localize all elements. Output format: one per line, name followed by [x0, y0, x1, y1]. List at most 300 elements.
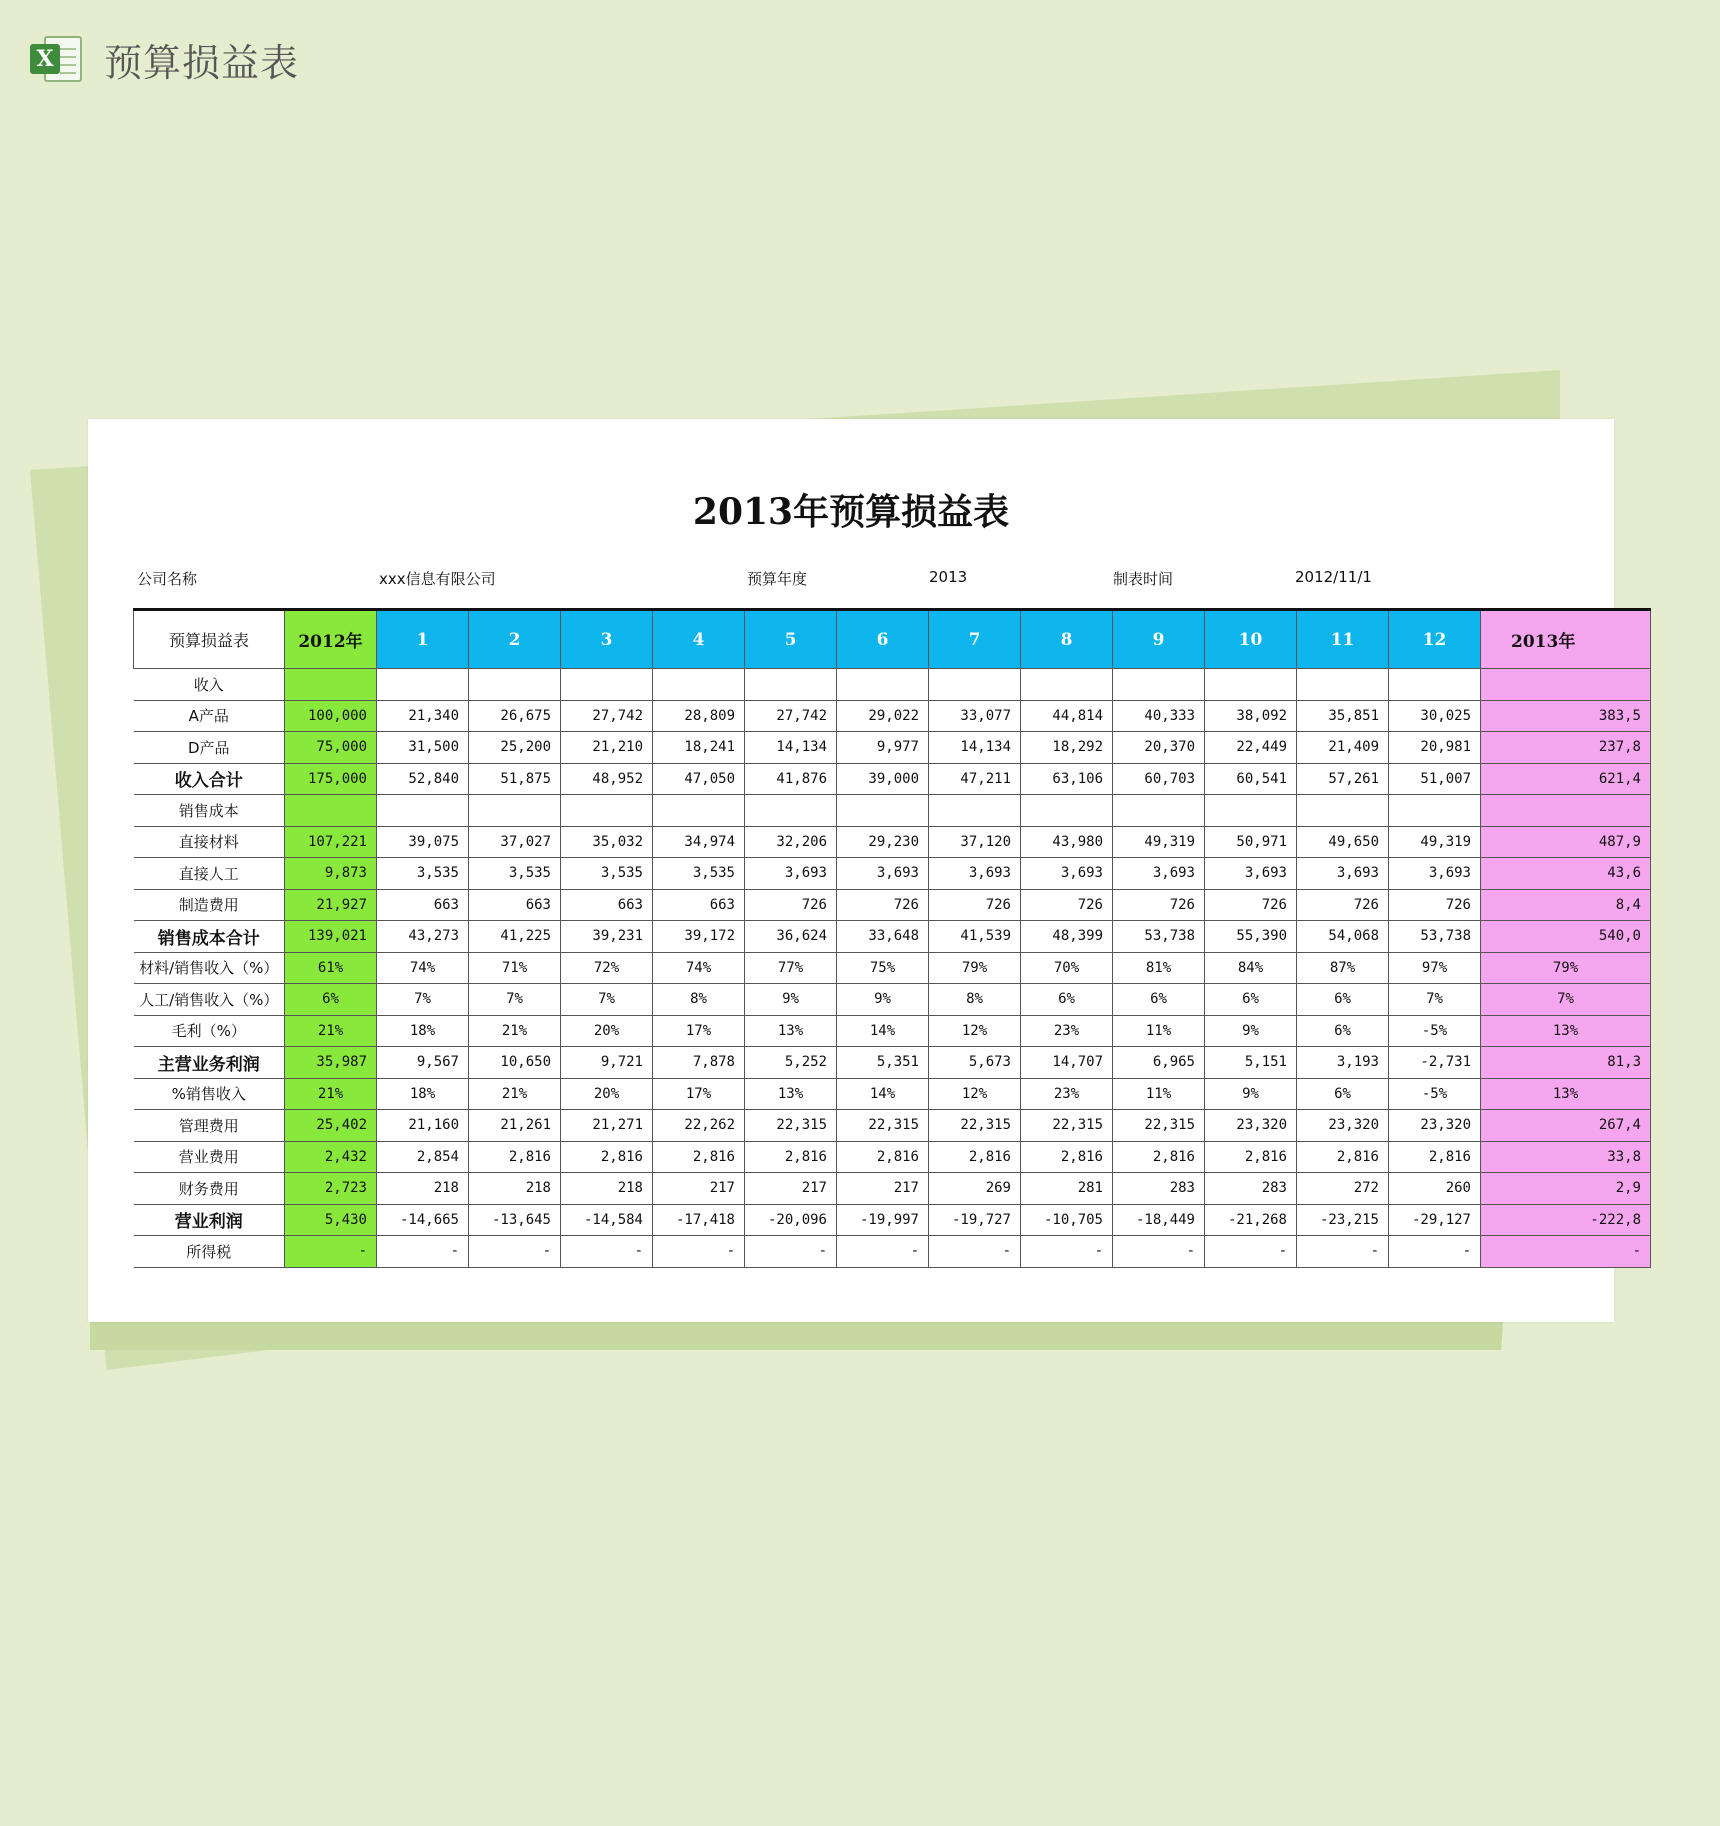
table-cell[interactable]: 33,8	[1481, 1141, 1651, 1173]
row-label: A产品	[134, 700, 285, 732]
table-cell[interactable]: 13%	[1481, 1078, 1651, 1110]
table-cell[interactable]: 217	[837, 1173, 929, 1205]
table-cell[interactable]: 3,193	[1297, 1047, 1389, 1079]
table-cell[interactable]: 6%	[1021, 984, 1113, 1016]
table-cell[interactable]: 2,816	[1389, 1141, 1481, 1173]
table-cell[interactable]: 21,261	[469, 1110, 561, 1142]
table-cell[interactable]: 25,200	[469, 732, 561, 764]
table-cell[interactable]: 22,315	[745, 1110, 837, 1142]
table-cell[interactable]: 726	[1297, 889, 1389, 921]
table-cell[interactable]: 14,707	[1021, 1047, 1113, 1079]
table-cell[interactable]: 663	[653, 889, 745, 921]
table-cell[interactable]: 35,032	[561, 826, 653, 858]
table-cell[interactable]: 8%	[653, 984, 745, 1016]
table-cell[interactable]: 38,092	[1205, 700, 1297, 732]
table-cell[interactable]: 21%	[469, 1078, 561, 1110]
table-cell[interactable]: 39,172	[653, 921, 745, 953]
table-cell[interactable]: 54,068	[1297, 921, 1389, 953]
table-cell[interactable]: 6%	[285, 984, 377, 1016]
table-cell[interactable]: 726	[1021, 889, 1113, 921]
table-cell[interactable]: 8,4	[1481, 889, 1651, 921]
table-cell[interactable]: 22,315	[1021, 1110, 1113, 1142]
table-cell[interactable]: 217	[653, 1173, 745, 1205]
table-cell[interactable]: 43,6	[1481, 858, 1651, 890]
table-cell[interactable]: 70%	[1021, 952, 1113, 984]
table-cell[interactable]: 283	[1205, 1173, 1297, 1205]
table-cell[interactable]	[1297, 795, 1389, 827]
table-cell[interactable]: 6%	[1113, 984, 1205, 1016]
table-cell[interactable]: 726	[1205, 889, 1297, 921]
table-cell[interactable]: 39,000	[837, 763, 929, 795]
table-cell[interactable]: 55,390	[1205, 921, 1297, 953]
table-cell[interactable]: 21,927	[285, 889, 377, 921]
table-cell[interactable]: 2,816	[1021, 1141, 1113, 1173]
table-cell[interactable]: 14,134	[745, 732, 837, 764]
table-cell[interactable]: 22,449	[1205, 732, 1297, 764]
table-cell[interactable]: 71%	[469, 952, 561, 984]
table-cell[interactable]: -19,727	[929, 1204, 1021, 1236]
table-cell[interactable]: 48,952	[561, 763, 653, 795]
table-cell[interactable]: -222,8	[1481, 1204, 1651, 1236]
table-cell[interactable]: 3,693	[745, 858, 837, 890]
table-cell[interactable]: 5,252	[745, 1047, 837, 1079]
table-cell[interactable]: -	[561, 1236, 653, 1268]
table-cell[interactable]: 23,320	[1389, 1110, 1481, 1142]
table-row	[134, 952, 1651, 984]
column-header-month-5: 5	[745, 610, 837, 669]
column-header-2012: 2012年	[285, 610, 377, 669]
table-row	[134, 700, 1651, 732]
table-cell[interactable]: 34,974	[653, 826, 745, 858]
table-cell[interactable]: 3,693	[1389, 858, 1481, 890]
table-cell[interactable]: 3,693	[1297, 858, 1389, 890]
table-cell[interactable]: 9%	[1205, 1015, 1297, 1047]
table-cell[interactable]: 5,673	[929, 1047, 1021, 1079]
row-label: %销售收入	[134, 1078, 285, 1110]
table-cell[interactable]	[1481, 795, 1651, 827]
table-cell[interactable]: 3,693	[1021, 858, 1113, 890]
table-cell[interactable]: 726	[745, 889, 837, 921]
table-cell[interactable]: 60,703	[1113, 763, 1205, 795]
table-cell[interactable]: 269	[929, 1173, 1021, 1205]
table-cell[interactable]: 383,5	[1481, 700, 1651, 732]
table-cell[interactable]	[1481, 669, 1651, 701]
table-cell[interactable]: 7%	[1389, 984, 1481, 1016]
row-label: 材料/销售收入（%）	[134, 952, 285, 984]
table-cell[interactable]: 6%	[1297, 984, 1389, 1016]
table-cell[interactable]: -19,997	[837, 1204, 929, 1236]
table-cell[interactable]: 51,007	[1389, 763, 1481, 795]
table-cell[interactable]: 49,319	[1389, 826, 1481, 858]
table-cell[interactable]: 18%	[377, 1015, 469, 1047]
table-cell[interactable]: 2,9	[1481, 1173, 1651, 1205]
table-cell[interactable]: 32,206	[745, 826, 837, 858]
table-cell[interactable]: -10,705	[1021, 1204, 1113, 1236]
table-cell[interactable]: 2,723	[285, 1173, 377, 1205]
table-cell[interactable]	[1021, 795, 1113, 827]
table-cell[interactable]	[1205, 795, 1297, 827]
table-cell[interactable]: 10,650	[469, 1047, 561, 1079]
table-row	[134, 858, 1651, 890]
table-cell[interactable]: 33,648	[837, 921, 929, 953]
table-cell[interactable]: 75,000	[285, 732, 377, 764]
table-cell[interactable]	[1205, 669, 1297, 701]
table-cell[interactable]: 3,693	[837, 858, 929, 890]
table-cell[interactable]: 12%	[929, 1078, 1021, 1110]
table-cell[interactable]: 2,816	[745, 1141, 837, 1173]
table-cell[interactable]: -14,584	[561, 1204, 653, 1236]
table-cell[interactable]: 7%	[561, 984, 653, 1016]
table-cell[interactable]: 21%	[285, 1015, 377, 1047]
table-cell[interactable]: 3,535	[377, 858, 469, 890]
table-cell[interactable]: 267,4	[1481, 1110, 1651, 1142]
table-cell[interactable]	[561, 669, 653, 701]
table-cell[interactable]: 22,262	[653, 1110, 745, 1142]
table-cell[interactable]: 74%	[653, 952, 745, 984]
table-cell[interactable]: 47,050	[653, 763, 745, 795]
column-header-month-8: 8	[1021, 610, 1113, 669]
table-cell[interactable]: 74%	[377, 952, 469, 984]
table-cell[interactable]: 3,535	[469, 858, 561, 890]
table-cell[interactable]	[285, 795, 377, 827]
table-cell[interactable]: -21,268	[1205, 1204, 1297, 1236]
table-cell[interactable]: 39,075	[377, 826, 469, 858]
table-cell[interactable]: 29,022	[837, 700, 929, 732]
table-cell[interactable]: 9%	[1205, 1078, 1297, 1110]
table-cell[interactable]: 2,816	[469, 1141, 561, 1173]
table-cell[interactable]: 218	[561, 1173, 653, 1205]
table-cell[interactable]: -	[1389, 1236, 1481, 1268]
table-cell[interactable]: 79%	[929, 952, 1021, 984]
table-cell[interactable]: 14%	[837, 1078, 929, 1110]
table-cell[interactable]: 79%	[1481, 952, 1651, 984]
table-cell[interactable]: 12%	[929, 1015, 1021, 1047]
table-cell[interactable]: 29,230	[837, 826, 929, 858]
table-cell[interactable]: 20,981	[1389, 732, 1481, 764]
table-cell[interactable]: 9,873	[285, 858, 377, 890]
table-cell[interactable]: 487,9	[1481, 826, 1651, 858]
table-cell[interactable]	[1297, 669, 1389, 701]
table-cell[interactable]: 6,965	[1113, 1047, 1205, 1079]
table-cell[interactable]: 20%	[561, 1078, 653, 1110]
table-cell[interactable]: 49,650	[1297, 826, 1389, 858]
column-header-month-9: 9	[1113, 610, 1205, 669]
table-cell[interactable]: 7%	[1481, 984, 1651, 1016]
table-cell[interactable]: -	[837, 1236, 929, 1268]
table-cell[interactable]: 6%	[1297, 1015, 1389, 1047]
table-cell[interactable]: 2,816	[1297, 1141, 1389, 1173]
table-cell[interactable]: 35,987	[285, 1047, 377, 1079]
table-cell[interactable]: 540,0	[1481, 921, 1651, 953]
table-cell[interactable]	[837, 669, 929, 701]
table-cell[interactable]: 31,500	[377, 732, 469, 764]
table-cell[interactable]: 97%	[1389, 952, 1481, 984]
row-label: 收入	[134, 669, 285, 701]
table-cell[interactable]: 22,315	[929, 1110, 1021, 1142]
table-cell[interactable]: -	[1113, 1236, 1205, 1268]
table-cell[interactable]: 14,134	[929, 732, 1021, 764]
table-cell[interactable]: 37,120	[929, 826, 1021, 858]
table-cell[interactable]: -	[469, 1236, 561, 1268]
table-cell[interactable]: -	[1205, 1236, 1297, 1268]
table-cell[interactable]: 21%	[469, 1015, 561, 1047]
table-cell[interactable]: 41,225	[469, 921, 561, 953]
table-cell[interactable]: -	[1481, 1236, 1651, 1268]
table-cell[interactable]: -20,096	[745, 1204, 837, 1236]
table-cell[interactable]: -2,731	[1389, 1047, 1481, 1079]
table-cell[interactable]: 72%	[561, 952, 653, 984]
table-cell[interactable]: 13%	[745, 1078, 837, 1110]
table-cell[interactable]: 2,816	[929, 1141, 1021, 1173]
table-cell[interactable]	[653, 669, 745, 701]
table-cell[interactable]: 6%	[1297, 1078, 1389, 1110]
column-header-month-6: 6	[837, 610, 929, 669]
table-cell[interactable]	[561, 795, 653, 827]
excel-icon: X	[30, 32, 84, 86]
table-cell[interactable]: 50,971	[1205, 826, 1297, 858]
table-cell[interactable]: 14%	[837, 1015, 929, 1047]
created-date-label: 制表时间	[1113, 570, 1174, 588]
table-cell[interactable]: 61%	[285, 952, 377, 984]
table-cell[interactable]: 20,370	[1113, 732, 1205, 764]
table-cell[interactable]: 18,292	[1021, 732, 1113, 764]
table-cell[interactable]: -18,449	[1113, 1204, 1205, 1236]
table-cell[interactable]: 260	[1389, 1173, 1481, 1205]
table-cell[interactable]: 43,273	[377, 921, 469, 953]
table-cell[interactable]: 18%	[377, 1078, 469, 1110]
table-row	[134, 1204, 1651, 1236]
document-title: 2013年预算损益表	[692, 491, 1010, 533]
table-cell[interactable]: 53,738	[1389, 921, 1481, 953]
table-cell[interactable]	[745, 669, 837, 701]
table-cell[interactable]: 5,430	[285, 1204, 377, 1236]
table-cell[interactable]: 21,340	[377, 700, 469, 732]
table-cell[interactable]: 17%	[653, 1078, 745, 1110]
table-cell[interactable]: 36,624	[745, 921, 837, 953]
row-label: 营业利润	[134, 1204, 285, 1236]
table-cell[interactable]: 139,021	[285, 921, 377, 953]
table-cell[interactable]: 21,271	[561, 1110, 653, 1142]
table-cell[interactable]: 3,693	[1113, 858, 1205, 890]
table-cell[interactable]: -	[377, 1236, 469, 1268]
table-cell[interactable]: 3,535	[561, 858, 653, 890]
table-cell[interactable]: -17,418	[653, 1204, 745, 1236]
row-label: 人工/销售收入（%）	[134, 984, 285, 1016]
table-cell[interactable]: 217	[745, 1173, 837, 1205]
table-cell[interactable]: 43,980	[1021, 826, 1113, 858]
table-cell[interactable]: 13%	[1481, 1015, 1651, 1047]
table-cell[interactable]: 2,816	[653, 1141, 745, 1173]
table-cell[interactable]: 40,333	[1113, 700, 1205, 732]
row-label: 主营业务利润	[134, 1047, 285, 1079]
table-cell[interactable]: 39,231	[561, 921, 653, 953]
table-cell[interactable]: -5%	[1389, 1078, 1481, 1110]
table-cell[interactable]: 283	[1113, 1173, 1205, 1205]
table-cell[interactable]	[377, 669, 469, 701]
table-cell[interactable]: 84%	[1205, 952, 1297, 984]
table-cell[interactable]: 2,854	[377, 1141, 469, 1173]
table-cell[interactable]: 2,432	[285, 1141, 377, 1173]
table-cell[interactable]	[285, 669, 377, 701]
table-cell[interactable]: 23,320	[1205, 1110, 1297, 1142]
table-cell[interactable]: 237,8	[1481, 732, 1651, 764]
row-label: 管理费用	[134, 1110, 285, 1142]
table-cell[interactable]: 9,567	[377, 1047, 469, 1079]
table-cell[interactable]: 21,409	[1297, 732, 1389, 764]
table-cell[interactable]: 3,693	[1205, 858, 1297, 890]
table-cell[interactable]: 3,693	[929, 858, 1021, 890]
table-cell[interactable]: 27,742	[561, 700, 653, 732]
table-cell[interactable]: 218	[377, 1173, 469, 1205]
table-cell[interactable]: -	[1021, 1236, 1113, 1268]
table-cell[interactable]	[377, 795, 469, 827]
table-cell[interactable]	[1113, 795, 1205, 827]
table-cell[interactable]: 51,875	[469, 763, 561, 795]
table-cell[interactable]: 57,261	[1297, 763, 1389, 795]
column-header-label: 预算损益表	[134, 610, 285, 669]
table-cell[interactable]: 28,809	[653, 700, 745, 732]
table-cell[interactable]: 2,816	[1205, 1141, 1297, 1173]
table-cell[interactable]	[653, 795, 745, 827]
table-cell[interactable]: 663	[469, 889, 561, 921]
table-cell[interactable]: 21%	[285, 1078, 377, 1110]
table-cell[interactable]	[1113, 669, 1205, 701]
table-cell[interactable]: 47,211	[929, 763, 1021, 795]
table-cell[interactable]: 7%	[469, 984, 561, 1016]
table-cell[interactable]	[1021, 669, 1113, 701]
table-cell[interactable]: 23%	[1021, 1078, 1113, 1110]
table-cell[interactable]: 13%	[745, 1015, 837, 1047]
table-row	[134, 763, 1651, 795]
table-cell[interactable]: 663	[561, 889, 653, 921]
table-cell[interactable]: -13,645	[469, 1204, 561, 1236]
table-cell[interactable]: 18,241	[653, 732, 745, 764]
table-cell[interactable]: 107,221	[285, 826, 377, 858]
table-cell[interactable]	[469, 669, 561, 701]
table-cell[interactable]: 5,351	[837, 1047, 929, 1079]
table-cell[interactable]: 6%	[1205, 984, 1297, 1016]
table-cell[interactable]: 37,027	[469, 826, 561, 858]
table-cell[interactable]: 2,816	[561, 1141, 653, 1173]
table-cell[interactable]: 9%	[745, 984, 837, 1016]
table-cell[interactable]: 77%	[745, 952, 837, 984]
table-cell[interactable]: 27,742	[745, 700, 837, 732]
table-cell[interactable]: -	[929, 1236, 1021, 1268]
table-cell[interactable]: 41,876	[745, 763, 837, 795]
column-header-month-7: 7	[929, 610, 1021, 669]
table-cell[interactable]: -29,127	[1389, 1204, 1481, 1236]
table-cell[interactable]: 8%	[929, 984, 1021, 1016]
table-cell[interactable]: 22,315	[837, 1110, 929, 1142]
table-cell[interactable]	[469, 795, 561, 827]
table-cell[interactable]: 60,541	[1205, 763, 1297, 795]
table-cell[interactable]	[1389, 669, 1481, 701]
table-cell[interactable]: 726	[929, 889, 1021, 921]
table-cell[interactable]: 11%	[1113, 1078, 1205, 1110]
table-cell[interactable]: 21,160	[377, 1110, 469, 1142]
table-cell[interactable]: 17%	[653, 1015, 745, 1047]
table-row	[134, 1141, 1651, 1173]
table-cell[interactable]: 218	[469, 1173, 561, 1205]
table-cell[interactable]	[929, 795, 1021, 827]
table-cell[interactable]: 7%	[377, 984, 469, 1016]
table-cell[interactable]: 621,4	[1481, 763, 1651, 795]
table-cell[interactable]: 5,151	[1205, 1047, 1297, 1079]
table-cell[interactable]: 3,535	[653, 858, 745, 890]
table-cell[interactable]: 2,816	[837, 1141, 929, 1173]
table-cell[interactable]: 63,106	[1021, 763, 1113, 795]
table-cell[interactable]: -	[653, 1236, 745, 1268]
table-cell[interactable]: -	[285, 1236, 377, 1268]
table-cell[interactable]: 175,000	[285, 763, 377, 795]
table-cell[interactable]: -5%	[1389, 1015, 1481, 1047]
table-cell[interactable]: 33,077	[929, 700, 1021, 732]
table-cell[interactable]: 23%	[1021, 1015, 1113, 1047]
table-cell[interactable]: 41,539	[929, 921, 1021, 953]
company-label: 公司名称	[137, 570, 198, 588]
row-label: 营业费用	[134, 1141, 285, 1173]
table-cell[interactable]: -23,215	[1297, 1204, 1389, 1236]
table-cell[interactable]: -	[745, 1236, 837, 1268]
table-cell[interactable]: 21,210	[561, 732, 653, 764]
company-value: xxx信息有限公司	[379, 570, 496, 588]
row-label: D产品	[134, 732, 285, 764]
table-cell[interactable]: 53,738	[1113, 921, 1205, 953]
column-header-month-4: 4	[653, 610, 745, 669]
table-cell[interactable]: -14,665	[377, 1204, 469, 1236]
table-cell[interactable]: 81,3	[1481, 1047, 1651, 1079]
table-cell[interactable]: 26,675	[469, 700, 561, 732]
table-cell[interactable]: 44,814	[1021, 700, 1113, 732]
table-cell[interactable]: 48,399	[1021, 921, 1113, 953]
table-cell[interactable]: 30,025	[1389, 700, 1481, 732]
table-cell[interactable]: 726	[1113, 889, 1205, 921]
column-header-month-12: 12	[1389, 610, 1481, 669]
table-cell[interactable]: 272	[1297, 1173, 1389, 1205]
table-cell[interactable]: 100,000	[285, 700, 377, 732]
table-cell[interactable]	[837, 795, 929, 827]
table-cell[interactable]: 11%	[1113, 1015, 1205, 1047]
table-cell[interactable]: 87%	[1297, 952, 1389, 984]
table-cell[interactable]: 23,320	[1297, 1110, 1389, 1142]
table-cell[interactable]: 81%	[1113, 952, 1205, 984]
table-cell[interactable]: 49,319	[1113, 826, 1205, 858]
table-cell[interactable]: 75%	[837, 952, 929, 984]
table-cell[interactable]: 7,878	[653, 1047, 745, 1079]
row-label: 销售成本合计	[134, 921, 285, 953]
table-cell[interactable]	[1389, 795, 1481, 827]
table-cell[interactable]: 726	[837, 889, 929, 921]
table-cell[interactable]: 22,315	[1113, 1110, 1205, 1142]
table-cell[interactable]: -	[1297, 1236, 1389, 1268]
table-cell[interactable]	[745, 795, 837, 827]
table-cell[interactable]: 281	[1021, 1173, 1113, 1205]
table-cell[interactable]: 726	[1389, 889, 1481, 921]
table-cell[interactable]	[929, 669, 1021, 701]
table-cell[interactable]: 9%	[837, 984, 929, 1016]
table-cell[interactable]: 20%	[561, 1015, 653, 1047]
table-cell[interactable]: 35,851	[1297, 700, 1389, 732]
column-header-month-2: 2	[469, 610, 561, 669]
table-cell[interactable]: 2,816	[1113, 1141, 1205, 1173]
table-row	[134, 1015, 1651, 1047]
table-cell[interactable]: 25,402	[285, 1110, 377, 1142]
table-cell[interactable]: 663	[377, 889, 469, 921]
table-cell[interactable]: 52,840	[377, 763, 469, 795]
table-cell[interactable]: 9,977	[837, 732, 929, 764]
table-cell[interactable]: 9,721	[561, 1047, 653, 1079]
page-title: 预算损益表	[104, 40, 300, 85]
